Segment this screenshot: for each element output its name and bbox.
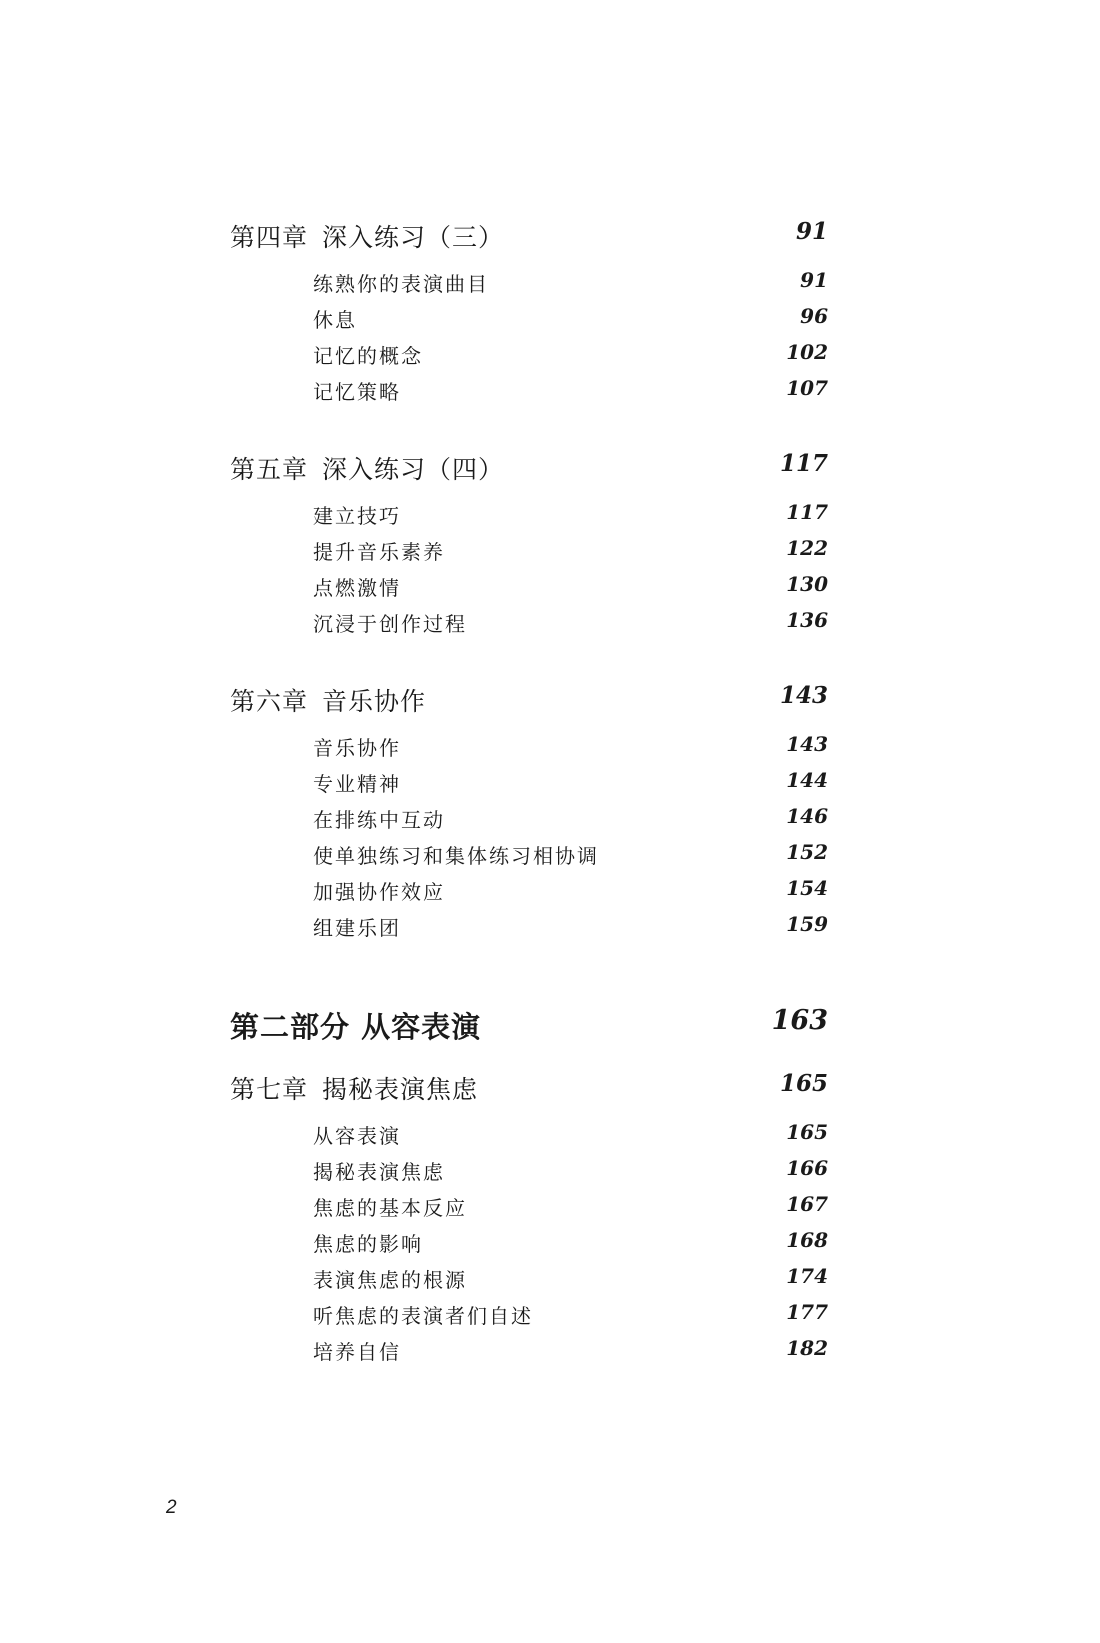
entry-title: 点燃激情	[313, 576, 401, 600]
toc-entry[interactable]	[0, 1336, 1100, 1376]
toc-entry[interactable]	[0, 732, 1100, 772]
toc-entry[interactable]	[0, 768, 1100, 808]
chapter-title	[230, 450, 504, 486]
page-number: 146	[786, 804, 828, 828]
toc-entry[interactable]	[0, 268, 1100, 308]
entry-title: 加强协作效应	[313, 880, 445, 904]
toc-entry[interactable]	[0, 340, 1100, 380]
entry-title: 焦虑的基本反应	[313, 1196, 467, 1220]
page-number: 143	[779, 682, 828, 709]
page-number: 102	[786, 340, 828, 364]
page-number: 130	[786, 572, 828, 596]
toc-entry[interactable]	[0, 876, 1100, 916]
page-number: 168	[786, 1228, 828, 1252]
toc-entry[interactable]	[0, 1192, 1100, 1232]
page-number: 117	[786, 500, 828, 524]
entry-title: 揭秘表演焦虑	[313, 1160, 445, 1184]
toc-chapter-4[interactable]	[0, 218, 1100, 258]
page-number: 174	[786, 1264, 828, 1288]
toc-chapter-6[interactable]	[0, 682, 1100, 722]
page-number: 167	[786, 1192, 828, 1216]
toc-chapter-7[interactable]	[0, 1070, 1100, 1110]
page-number: 165	[786, 1120, 828, 1144]
entry-title: 使单独练习和集体练习相协调	[313, 844, 599, 868]
toc-chapter-5[interactable]	[0, 450, 1100, 490]
part-title: 第二部分 从容表演	[230, 1010, 482, 1044]
entry-title: 记忆策略	[313, 380, 401, 404]
toc-entry[interactable]	[0, 1120, 1100, 1160]
page-number: 143	[786, 732, 828, 756]
entry-title: 记忆的概念	[313, 344, 423, 368]
toc-entry[interactable]	[0, 304, 1100, 344]
entry-title: 练熟你的表演曲目	[313, 272, 489, 296]
toc-entry[interactable]	[0, 1156, 1100, 1196]
page-number: 154	[786, 876, 828, 900]
toc-entry[interactable]	[0, 840, 1100, 880]
entry-title: 建立技巧	[313, 504, 401, 528]
chapter-label: 第五章	[230, 455, 309, 484]
page-number: 159	[786, 912, 828, 936]
toc-entry[interactable]	[0, 804, 1100, 844]
chapter-label: 第六章	[230, 687, 309, 716]
chapter-name: 揭秘表演焦虑	[322, 1075, 479, 1104]
chapter-name: 音乐协作	[322, 687, 427, 716]
entry-title: 从容表演	[313, 1124, 401, 1148]
page-number: 117	[779, 450, 828, 477]
entry-title: 培养自信	[313, 1340, 401, 1364]
toc-entry[interactable]	[0, 1228, 1100, 1268]
page-number: 136	[786, 608, 828, 632]
toc-entry[interactable]	[0, 608, 1100, 648]
entry-title: 提升音乐素养	[313, 540, 445, 564]
chapter-label: 第四章	[230, 223, 309, 252]
chapter-title	[230, 218, 504, 254]
entry-title: 音乐协作	[313, 736, 401, 760]
chapter-name: 深入练习（三）	[322, 223, 505, 252]
page-number: 107	[786, 376, 828, 400]
chapter-label: 第七章	[230, 1075, 309, 1104]
page-number: 163	[771, 1005, 828, 1036]
chapter-title	[230, 1070, 478, 1106]
entry-title: 听焦虑的表演者们自述	[313, 1304, 533, 1328]
page-number: 166	[786, 1156, 828, 1180]
page-number: 91	[795, 218, 828, 245]
chapter-name: 深入练习（四）	[322, 455, 505, 484]
toc-part-2[interactable]	[0, 1005, 1100, 1045]
page-number: 96	[800, 304, 828, 328]
entry-title: 休息	[313, 308, 357, 332]
entry-title: 表演焦虑的根源	[313, 1268, 467, 1292]
entry-title: 在排练中互动	[313, 808, 445, 832]
page-number: 144	[786, 768, 828, 792]
page-number: 182	[786, 1336, 828, 1360]
toc-entry[interactable]	[0, 376, 1100, 416]
page-number: 152	[786, 840, 828, 864]
entry-title: 焦虑的影响	[313, 1232, 423, 1256]
toc-entry[interactable]	[0, 572, 1100, 612]
page-number: 177	[786, 1300, 828, 1324]
folio-page-number: 2	[166, 1497, 177, 1518]
toc-entry[interactable]	[0, 536, 1100, 576]
page-number: 91	[800, 268, 828, 292]
page-number: 122	[786, 536, 828, 560]
page-number: 165	[779, 1070, 828, 1097]
toc-entry[interactable]	[0, 1264, 1100, 1304]
toc-entry[interactable]	[0, 1300, 1100, 1340]
entry-title: 专业精神	[313, 772, 401, 796]
chapter-title	[230, 682, 426, 718]
toc-entry[interactable]	[0, 912, 1100, 952]
entry-title: 组建乐团	[313, 916, 401, 940]
toc-entry[interactable]	[0, 500, 1100, 540]
entry-title: 沉浸于创作过程	[313, 612, 467, 636]
